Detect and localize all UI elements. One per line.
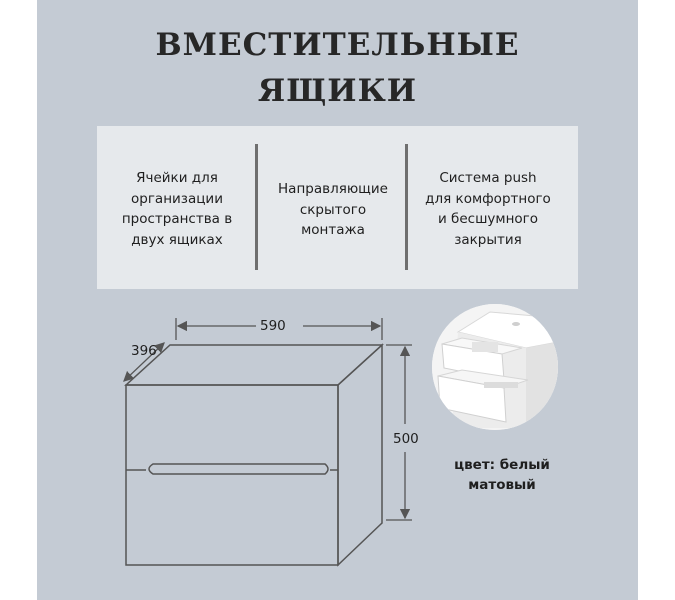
feature-line: пространства в [121, 211, 233, 227]
title-line-1: ВМЕСТИТЕЛЬНЫЕ [155, 27, 520, 63]
feature-line: организации [131, 190, 223, 207]
height-label: 500 [393, 431, 419, 447]
feature-line: и бесшумного [437, 211, 539, 227]
feature-line: закрытия [454, 231, 522, 248]
feature-line: двух ящиках [131, 231, 223, 248]
feature-line: Ячейки для [136, 170, 218, 186]
feature-line: монтажа [301, 222, 365, 238]
cabinet-outline [126, 345, 382, 565]
depth-label: 396 [131, 343, 157, 359]
feature-line: Направляющие [278, 181, 388, 197]
drawer-handle [149, 464, 328, 474]
color-label-line-1: цвет: белый [454, 457, 550, 473]
width-label: 590 [260, 318, 286, 334]
feature-line: Система push [439, 170, 537, 186]
color-label [440, 455, 564, 495]
cabinet-side-face [338, 345, 382, 565]
feature-line: для комфортного [425, 190, 551, 207]
feature-line: скрытого [299, 201, 367, 218]
product-photo [432, 304, 558, 430]
cabinet-photo-illustration [432, 304, 558, 430]
color-label-line-2: матовый [468, 477, 536, 493]
title-line-2: ЯЩИКИ [257, 73, 418, 109]
cabinet-front-face [126, 385, 338, 565]
